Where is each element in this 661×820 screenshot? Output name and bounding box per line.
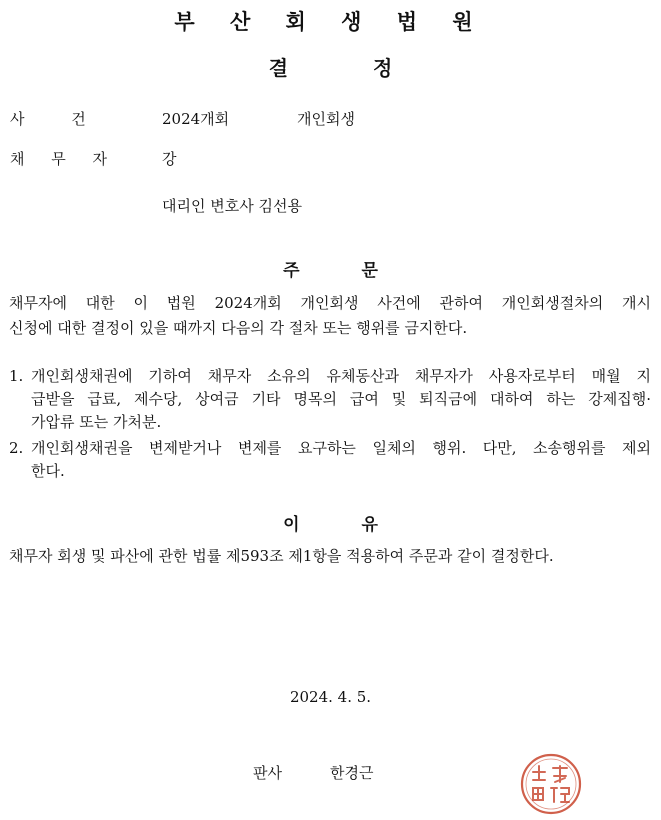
- judge-seal-stamp: [519, 752, 583, 816]
- case-number: 2024개회: [162, 110, 230, 128]
- document-type-title: 결 정: [268, 56, 393, 80]
- reason-text: 채무자 회생 및 파산에 관한 법률 제593조 제1항을 적용하여 주문과 같이 결정한다.: [9, 547, 554, 565]
- debtor-label: 채 무 자: [10, 150, 108, 168]
- case-label: 사 건: [10, 110, 86, 128]
- order-item-line: 가압류 또는 가처분.: [31, 413, 162, 431]
- debtor-agent: 대리인 변호사 김선용: [162, 197, 302, 215]
- order-item-number: 2.: [9, 439, 24, 457]
- decision-date: 2024. 4. 5.: [289, 688, 372, 706]
- order-intro: [9, 291, 651, 341]
- order-item-line: 개인회생채권에 기하여 채무자 소유의 유체동산과 채무자가 사용자로부터 매월 지: [31, 367, 651, 385]
- judge-title: 판사: [253, 764, 282, 782]
- order-item-line: 한다.: [31, 462, 65, 480]
- order-item-line: 급받을 급료, 제수당, 상여금 기타 명목의 급여 및 퇴직금에 대하여 하는 강제집행·: [31, 390, 651, 408]
- court-name: 부 산 회 생 법 원: [174, 10, 487, 34]
- debtor-name: 강: [162, 150, 177, 168]
- judge-name: 한경근: [330, 764, 374, 782]
- case-type: 개인회생: [297, 110, 355, 128]
- order-item: [9, 365, 651, 434]
- order-heading: 주 문: [283, 261, 378, 281]
- order-item-line: 개인회생채권을 변제받거나 변제를 요구하는 일체의 행위. 다만, 소송행위를 제외: [31, 439, 651, 457]
- reason-heading: 이 유: [283, 515, 378, 535]
- order-item: [9, 437, 651, 483]
- order-intro-line: 채무자에 대한 이 법원 2024개회 개인회생 사건에 관하여 개인회생절차의 개시: [9, 294, 651, 312]
- order-item-number: 1.: [9, 367, 24, 385]
- order-intro-line: 신청에 대한 결정이 있을 때까지 다음의 각 절차 또는 행위를 금지한다.: [9, 319, 468, 337]
